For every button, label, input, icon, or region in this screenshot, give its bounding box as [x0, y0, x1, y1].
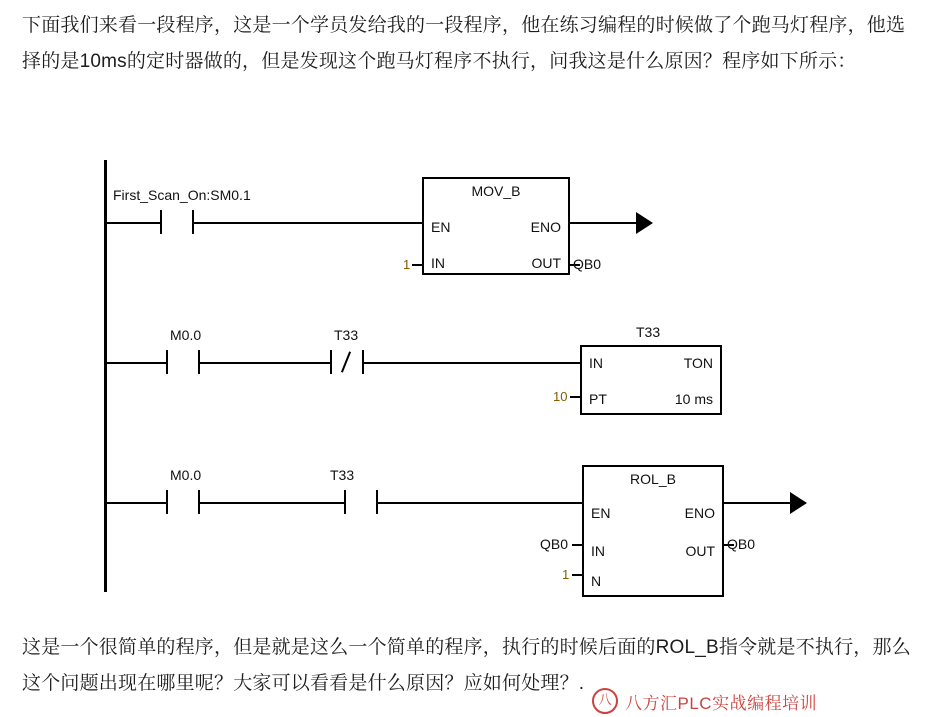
rol-b-output-operand: QB0	[727, 536, 756, 552]
pin-out: OUT	[685, 543, 715, 559]
rol-b-n-value: 1	[562, 567, 570, 582]
closing-paragraph: 这是一个很简单的程序，但是就是这么一个简单的程序，执行的时候后面的ROL_B指令就是不执行，那么这个问题出现在哪里呢？大家可以看看是什么原因？应如何处理？.	[22, 637, 911, 694]
function-block-rol-b	[582, 465, 724, 597]
wire-segment	[194, 222, 422, 224]
contact-label-t33-no: T33	[330, 467, 355, 483]
watermark-text: 八方汇PLC实战编程培训	[625, 693, 818, 713]
timer-preset-value: 10	[553, 389, 568, 404]
wire-segment	[106, 502, 166, 504]
output-arrow	[636, 212, 653, 234]
wire-segment	[200, 502, 344, 504]
pin-ton: TON	[683, 355, 713, 371]
intro-paragraph: 下面我们来看一段程序，这是一个学员发给我的一段程序，他在练习编程的时候做了个跑马灯程序，他选择的是10ms的定时器做的，但是发现这个跑马灯程序不执行，问我这是什么原因？程序如下所示：	[22, 15, 906, 72]
pin-in: IN	[591, 543, 605, 559]
pin-stub	[572, 544, 582, 546]
contact-label-first-scan-on: First_Scan_On:SM0.1	[113, 187, 251, 203]
pin-in: IN	[431, 255, 445, 271]
contact-m0-0	[166, 350, 200, 374]
watermark-logo-icon: 八	[592, 688, 618, 714]
pin-out: OUT	[531, 255, 561, 271]
pin-en: EN	[431, 219, 451, 235]
contact-m0-0-rung3	[166, 490, 200, 514]
rol-b-input-operand: QB0	[540, 536, 569, 552]
power-rail	[104, 160, 107, 592]
pin-eno: ENO	[530, 219, 561, 235]
wire-segment	[364, 362, 580, 364]
function-block-mov-b	[422, 177, 570, 275]
wire-segment	[724, 502, 792, 504]
function-block-t33-ton	[580, 345, 722, 415]
timer-name-label: T33	[636, 324, 661, 340]
pin-time-base: 10 ms	[674, 391, 713, 407]
wire-segment	[570, 222, 638, 224]
contact-label-m0-0-rung3: M0.0	[170, 467, 202, 483]
contact-first-scan-on	[160, 210, 194, 234]
pin-stub	[570, 396, 580, 398]
mov-b-output-operand: QB0	[573, 256, 602, 272]
pin-pt: PT	[589, 391, 607, 407]
function-block-title: ROL_B	[630, 471, 676, 487]
pin-stub	[412, 264, 422, 266]
wire-segment	[378, 502, 582, 504]
contact-label-t33-nc: T33	[334, 327, 359, 343]
pin-n: N	[591, 573, 602, 589]
output-arrow	[790, 492, 807, 514]
pin-eno: ENO	[684, 505, 715, 521]
pin-in: IN	[589, 355, 603, 371]
contact-label-m0-0: M0.0	[170, 327, 202, 343]
contact-t33-nc	[330, 350, 364, 374]
wire-segment	[200, 362, 330, 364]
mov-b-input-constant: 1	[403, 257, 411, 272]
pin-stub	[572, 574, 582, 576]
wire-segment	[106, 222, 160, 224]
pin-en: EN	[591, 505, 611, 521]
contact-t33-no	[344, 490, 378, 514]
function-block-title: MOV_B	[471, 183, 521, 199]
wire-segment	[106, 362, 166, 364]
